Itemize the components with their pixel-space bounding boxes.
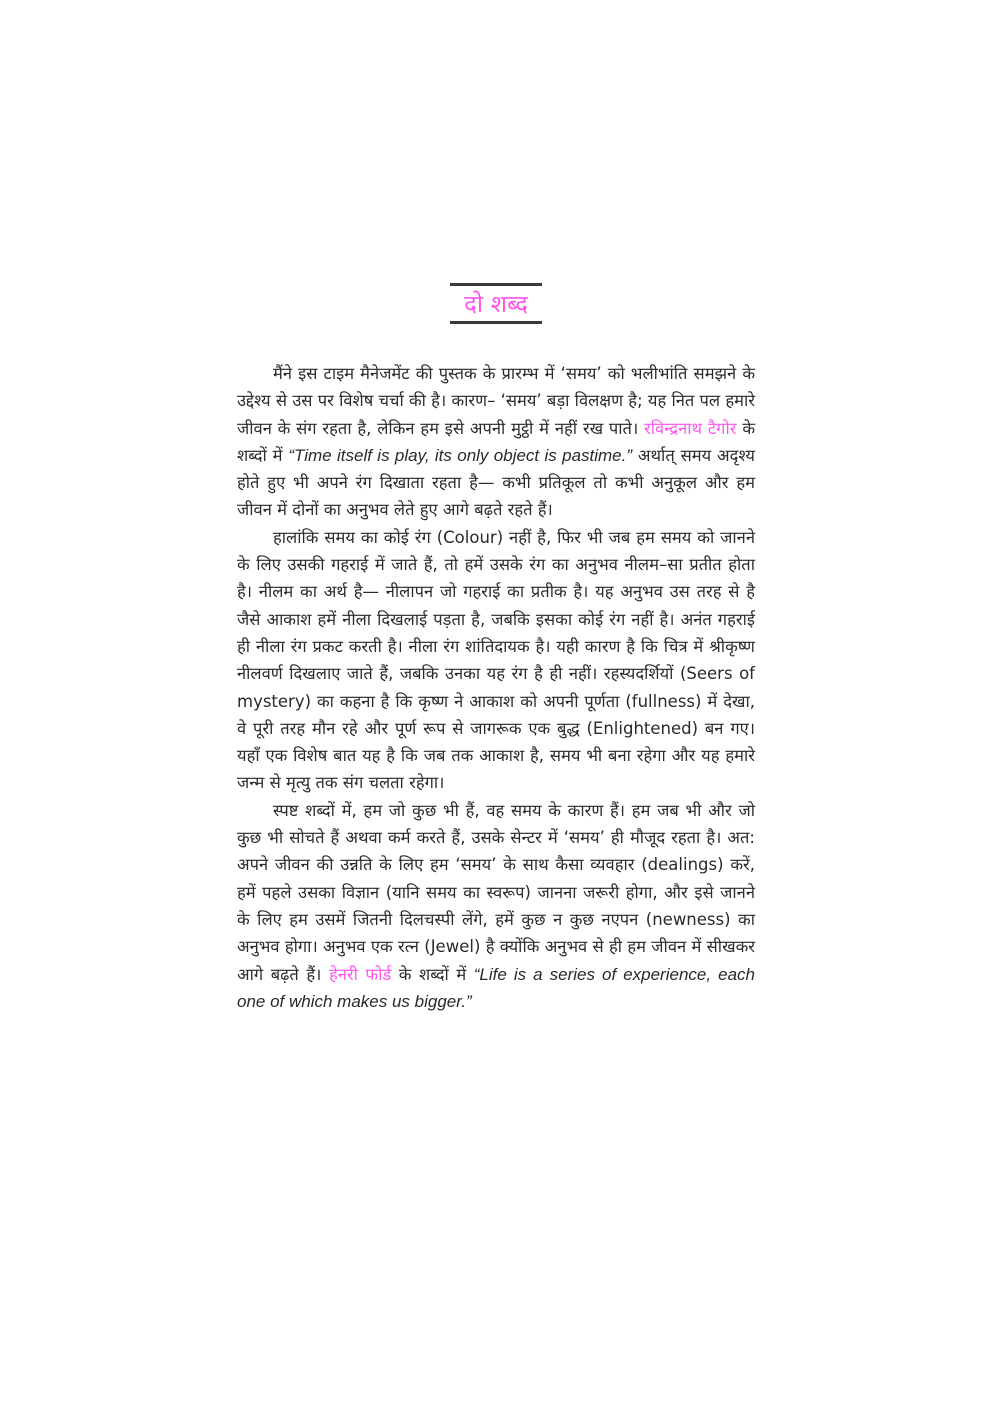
text-segment: मैंने इस टाइम मैनेजमेंट की पुस्तक के प्रारम्भ में ‘समय’ को भलीभांति समझने के उद्देश्य से उस पर विशेष चर्चा की है। कारण– ‘समय’ बड़ा विलक्षण है; यह नित पल हमारे जीवन के संग रहता है, लेकिन हम इसे अपनी मुट्ठी में नहीं रख पाते। — [237, 364, 755, 438]
quote: “Time itself is play, its only object is pastime.” — [288, 445, 633, 465]
text-segment: के शब्दों में — [237, 418, 755, 465]
paragraph — [237, 797, 755, 1015]
heading-bottom-rule — [450, 321, 542, 324]
page-title: दो शब्द — [464, 290, 528, 318]
author-name-highlight: हेनरी फोर्ड — [328, 964, 392, 984]
quote: “Life is a series of experience, each one of which makes us bigger.” — [237, 964, 755, 1011]
author-name-highlight: रविन्द्रनाथ टैगोर — [644, 418, 737, 438]
text-segment: स्पष्ट शब्दों में, हम जो कुछ भी हैं, वह समय के कारण हैं। हम जब भी और जो कुछ भी सोचते हैं अथवा कर्म करते हैं, उसके सेन्टर में ‘समय’ ही मौजूद रहता है। अत: अपने जीवन की उन्नति के लिए हम ‘समय’ के साथ कैसा व्यवहार (dealings) करें, हमें पहले उसका विज्ञान (यानि समय का स्वरूप) जानना जरूरी होगा, और इसे जानने के लिए हम उसमें जितनी दिलचस्पी लेंगे, हमें कुछ न कुछ नएपन (newness) का अनुभव होगा। अनुभव एक रत्न (Jewel) है क्योंकि अनुभव से ही हम जीवन में सीखकर आगे बढ़ते हैं। — [237, 800, 755, 984]
heading-top-rule — [450, 283, 542, 286]
text-segment: के शब्दों में — [391, 964, 474, 984]
chapter-heading — [450, 283, 542, 324]
text-segment: हालांकि समय का कोई रंग (Colour) नहीं है, फिर भी जब हम समय को जानने के लिए उसकी गहराई में जाते हैं, तो हमें उसके रंग का अनुभव नीलम–सा प्रतीत होता है। नीलम का अर्थ है— नीलापन जो गहराई का प्रतीक है। यह अनुभव उस तरह से है जैसे आकाश हमें नीला दिखलाई पड़ता है, जबकि इसका कोई रंग नहीं है। अनंत गहराई ही नीला रंग प्रकट करती है। नीला रंग शांतिदायक है। यही कारण है कि चित्र में श्रीकृष्ण नीलवर्ण दिखलाए जाते हैं, जबकि उनका यह रंग है ही नहीं। रहस्यदर्शियों (Seers of mystery) का कहना है कि कृष्ण ने आकाश को अपनी पूर्णता (fullness) में देखा, वे पूरी तरह मौन रहे और पूर्ण रूप से जागरूक एक बुद्ध (Enlightened) बन गए। यहाँ एक विशेष बात यह है कि जब तक आकाश है, समय भी बना रहेगा और यह हमारे जन्म से मृत्यु तक संग चलता रहेगा। — [237, 527, 755, 793]
paragraph — [237, 524, 755, 797]
text-segment: अर्थात् समय अदृश्य होते हुए भी अपने रंग दिखाता रहता है— कभी प्रतिकूल तो कभी अनुकूल और हम जीवन में दोनों का अनुभव लेते हुए आगे बढ़ते रहते हैं। — [237, 445, 755, 520]
body-text — [237, 360, 755, 1015]
paragraph — [237, 360, 755, 524]
